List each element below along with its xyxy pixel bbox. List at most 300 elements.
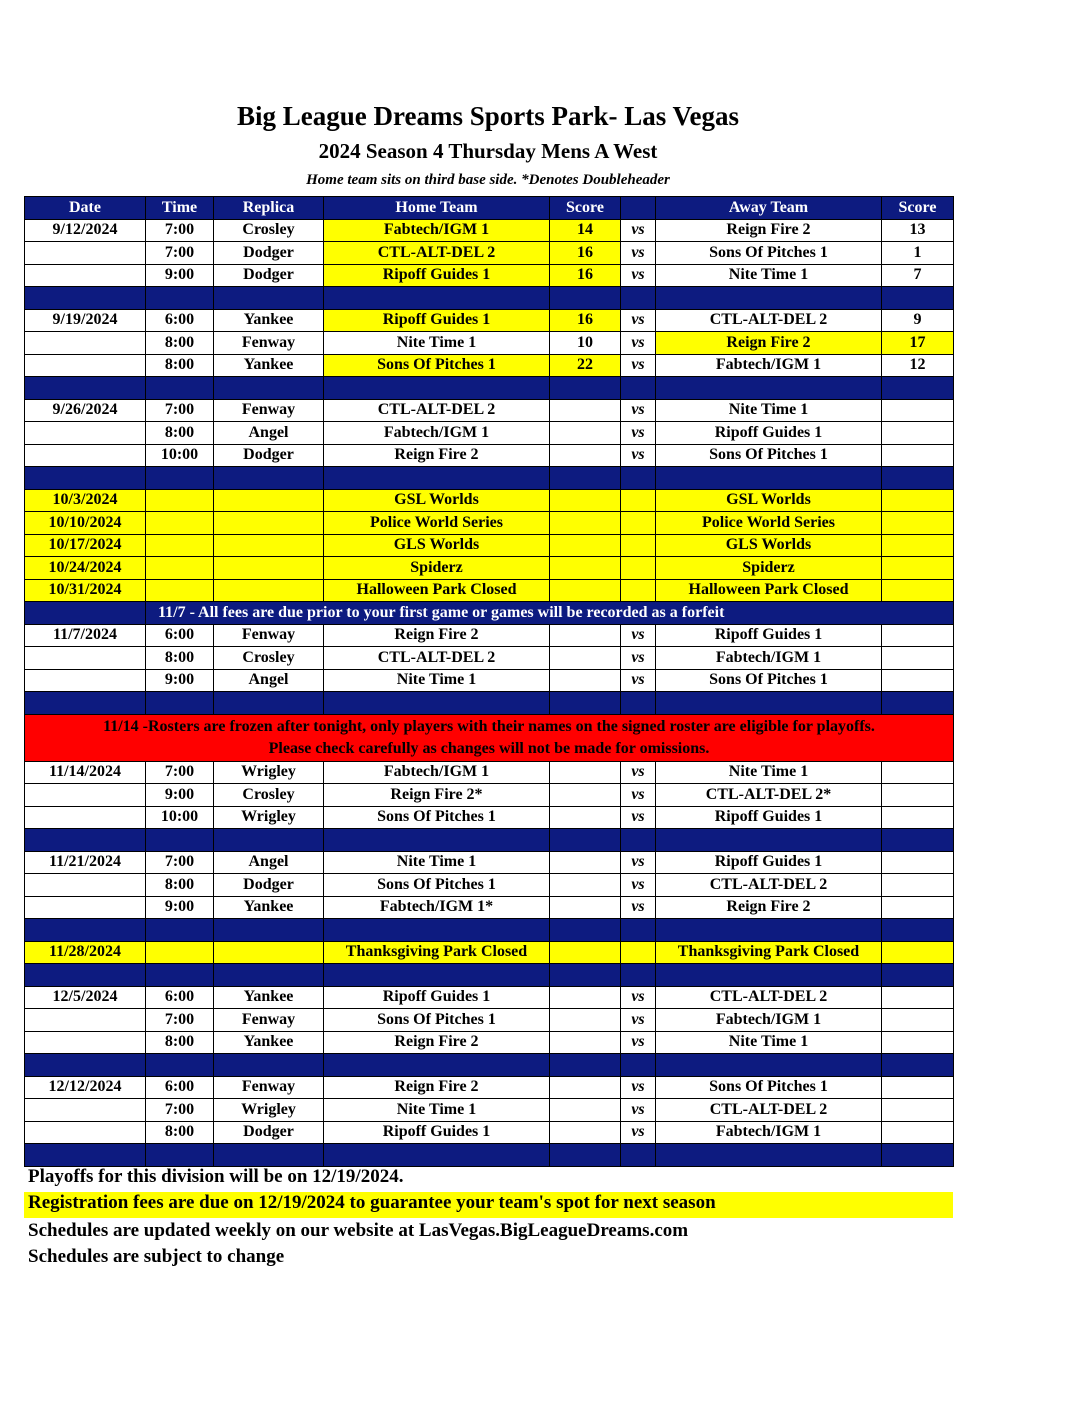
date-cell [25, 332, 146, 355]
away-team-cell: CTL-ALT-DEL 2* [656, 784, 882, 807]
home-team-cell: Reign Fire 2 [324, 624, 550, 647]
separator-cell [621, 964, 656, 987]
separator-cell [146, 829, 214, 852]
date-cell [25, 444, 146, 467]
home-team-cell: CTL-ALT-DEL 2 [324, 242, 550, 265]
time-cell: 6:00 [146, 1076, 214, 1099]
event-row [25, 534, 954, 557]
col-home-score: Score [550, 197, 621, 220]
away-team-cell: Ripoff Guides 1 [656, 851, 882, 874]
vs-cell: vs [621, 309, 656, 332]
separator-cell [550, 377, 621, 400]
page-subtitle: 2024 Season 4 Thursday Mens A West [318, 139, 658, 163]
separator-cell [214, 287, 324, 310]
separator-cell [214, 377, 324, 400]
time-cell [146, 512, 214, 535]
home-score-cell [550, 489, 621, 512]
separator-cell [550, 467, 621, 490]
game-row [25, 1031, 954, 1054]
separator-cell [146, 692, 214, 715]
home-score-cell [550, 874, 621, 897]
game-row [25, 219, 954, 242]
home-team-cell: CTL-ALT-DEL 2 [324, 647, 550, 670]
away-score-cell [882, 1009, 954, 1032]
away-team-cell: CTL-ALT-DEL 2 [656, 986, 882, 1009]
vs-cell: vs [621, 1099, 656, 1122]
game-row [25, 851, 954, 874]
vs-cell: vs [621, 986, 656, 1009]
game-row [25, 1121, 954, 1144]
replica-cell [214, 557, 324, 580]
time-cell: 8:00 [146, 647, 214, 670]
date-cell [25, 647, 146, 670]
time-cell: 8:00 [146, 354, 214, 377]
home-score-cell [550, 444, 621, 467]
separator-cell [324, 1054, 550, 1077]
time-cell: 6:00 [146, 624, 214, 647]
separator-cell [882, 287, 954, 310]
away-event-cell: Spiderz [656, 557, 882, 580]
home-score-cell [550, 761, 621, 784]
away-score-cell [882, 1031, 954, 1054]
away-score-cell: 1 [882, 242, 954, 265]
home-score-cell: 14 [550, 219, 621, 242]
away-score-cell [882, 489, 954, 512]
away-team-cell: Fabtech/IGM 1 [656, 354, 882, 377]
event-row [25, 557, 954, 580]
away-score-cell: 13 [882, 219, 954, 242]
separator-cell [25, 467, 146, 490]
date-cell: 10/10/2024 [25, 512, 146, 535]
col-away-team: Away Team [656, 197, 882, 220]
separator-row [25, 467, 954, 490]
home-score-cell [550, 851, 621, 874]
home-team-cell: Nite Time 1 [324, 669, 550, 692]
vs-cell: vs [621, 874, 656, 897]
away-team-cell: Reign Fire 2 [656, 896, 882, 919]
website-text: Schedules are updated weekly on our website at LasVegas.BigLeagueDreams.com [28, 1220, 689, 1241]
header-row [25, 197, 954, 220]
away-team-cell: Nite Time 1 [656, 1031, 882, 1054]
away-score-cell [882, 806, 954, 829]
date-cell: 10/24/2024 [25, 557, 146, 580]
home-event-cell: Police World Series [324, 512, 550, 535]
date-cell: 12/5/2024 [25, 986, 146, 1009]
home-team-cell: Ripoff Guides 1 [324, 309, 550, 332]
vs-cell: vs [621, 422, 656, 445]
date-cell: 9/12/2024 [25, 219, 146, 242]
separator-cell [656, 964, 882, 987]
separator-cell [550, 919, 621, 942]
date-cell [25, 242, 146, 265]
away-score-cell [882, 534, 954, 557]
home-team-cell: Ripoff Guides 1 [324, 264, 550, 287]
separator-cell [214, 1144, 324, 1167]
event-row [25, 489, 954, 512]
alert-line-2: Please check carefully as changes will not be made for omissions. [268, 739, 710, 757]
date-cell [25, 264, 146, 287]
time-cell: 7:00 [146, 1099, 214, 1122]
col-vs [621, 197, 656, 220]
home-team-cell: Sons Of Pitches 1 [324, 1009, 550, 1032]
separator-cell [882, 377, 954, 400]
separator-cell [146, 287, 214, 310]
separator-cell [621, 1054, 656, 1077]
separator-cell [146, 377, 214, 400]
time-cell: 7:00 [146, 851, 214, 874]
separator-row [25, 1054, 954, 1077]
separator-cell [214, 964, 324, 987]
schedule-body [25, 219, 954, 1166]
game-row [25, 264, 954, 287]
home-score-cell [550, 1031, 621, 1054]
home-team-cell: Nite Time 1 [324, 1099, 550, 1122]
vs-cell: vs [621, 669, 656, 692]
separator-cell [146, 964, 214, 987]
away-team-cell: Sons Of Pitches 1 [656, 444, 882, 467]
home-score-cell: 10 [550, 332, 621, 355]
vs-cell: vs [621, 332, 656, 355]
home-team-cell: Fabtech/IGM 1 [324, 761, 550, 784]
separator-cell [621, 692, 656, 715]
separator-cell [656, 829, 882, 852]
away-team-cell: Fabtech/IGM 1 [656, 647, 882, 670]
separator-cell [550, 829, 621, 852]
time-cell: 7:00 [146, 1009, 214, 1032]
separator-cell [621, 1144, 656, 1167]
replica-cell: Dodger [214, 874, 324, 897]
date-cell [25, 354, 146, 377]
separator-cell [324, 467, 550, 490]
separator-cell [146, 467, 214, 490]
separator-cell [656, 377, 882, 400]
away-score-cell [882, 669, 954, 692]
registration-note [24, 1192, 953, 1218]
event-row [25, 941, 954, 964]
vs-cell: vs [621, 1031, 656, 1054]
home-team-cell: Reign Fire 2 [324, 1031, 550, 1054]
time-cell: 10:00 [146, 806, 214, 829]
home-score-cell: 16 [550, 309, 621, 332]
game-row [25, 354, 954, 377]
away-team-cell: Fabtech/IGM 1 [656, 1121, 882, 1144]
date-cell: 9/19/2024 [25, 309, 146, 332]
away-score-cell [882, 399, 954, 422]
away-score-cell: 7 [882, 264, 954, 287]
vs-cell: vs [621, 806, 656, 829]
separator-row [25, 919, 954, 942]
vs-cell: vs [621, 647, 656, 670]
separator-cell [146, 1144, 214, 1167]
replica-cell [214, 941, 324, 964]
vs-cell [621, 489, 656, 512]
time-cell [146, 579, 214, 602]
home-team-cell: Sons Of Pitches 1 [324, 874, 550, 897]
away-event-cell: GSL Worlds [656, 489, 882, 512]
replica-cell: Crosley [214, 784, 324, 807]
separator-cell [621, 829, 656, 852]
date-cell [25, 422, 146, 445]
separator-cell [324, 919, 550, 942]
separator-cell [882, 467, 954, 490]
time-cell: 8:00 [146, 332, 214, 355]
replica-cell [214, 512, 324, 535]
date-cell: 10/31/2024 [25, 579, 146, 602]
separator-cell [621, 467, 656, 490]
game-row [25, 242, 954, 265]
separator-cell [550, 692, 621, 715]
col-date: Date [25, 197, 146, 220]
date-cell: 10/3/2024 [25, 489, 146, 512]
home-score-cell [550, 624, 621, 647]
time-cell [146, 557, 214, 580]
separator-cell [621, 287, 656, 310]
replica-cell: Fenway [214, 399, 324, 422]
date-cell [25, 896, 146, 919]
time-cell: 6:00 [146, 986, 214, 1009]
replica-cell: Angel [214, 422, 324, 445]
home-team-cell: Reign Fire 2* [324, 784, 550, 807]
vs-cell [621, 941, 656, 964]
away-event-cell: Thanksgiving Park Closed [656, 941, 882, 964]
replica-cell: Yankee [214, 1031, 324, 1054]
home-team-cell: Nite Time 1 [324, 851, 550, 874]
date-cell: 11/21/2024 [25, 851, 146, 874]
home-event-cell: GLS Worlds [324, 534, 550, 557]
away-team-cell: Ripoff Guides 1 [656, 806, 882, 829]
separator-cell [621, 377, 656, 400]
away-team-cell: Ripoff Guides 1 [656, 422, 882, 445]
separator-row [25, 1144, 954, 1167]
time-cell: 9:00 [146, 264, 214, 287]
separator-cell [214, 919, 324, 942]
home-team-cell: Sons Of Pitches 1 [324, 354, 550, 377]
replica-cell: Dodger [214, 242, 324, 265]
home-team-cell: Fabtech/IGM 1 [324, 422, 550, 445]
away-score-cell [882, 422, 954, 445]
separator-cell [324, 287, 550, 310]
notice-row [25, 602, 954, 625]
time-cell: 8:00 [146, 1031, 214, 1054]
away-score-cell [882, 986, 954, 1009]
time-cell: 8:00 [146, 1121, 214, 1144]
away-score-cell [882, 579, 954, 602]
subject-text: Schedules are subject to change [28, 1246, 285, 1267]
separator-cell [656, 287, 882, 310]
vs-cell: vs [621, 1009, 656, 1032]
home-team-cell: Reign Fire 2 [324, 444, 550, 467]
away-score-cell [882, 444, 954, 467]
away-score-cell [882, 896, 954, 919]
replica-cell [214, 534, 324, 557]
separator-row [25, 287, 954, 310]
away-score-cell: 17 [882, 332, 954, 355]
vs-cell: vs [621, 1121, 656, 1144]
home-score-cell [550, 1099, 621, 1122]
home-score-cell [550, 1076, 621, 1099]
event-row [25, 579, 954, 602]
separator-cell [214, 692, 324, 715]
home-event-cell: Thanksgiving Park Closed [324, 941, 550, 964]
home-score-cell [550, 399, 621, 422]
game-row [25, 1076, 954, 1099]
replica-cell: Yankee [214, 896, 324, 919]
vs-cell: vs [621, 851, 656, 874]
replica-cell: Angel [214, 851, 324, 874]
vs-cell [621, 579, 656, 602]
away-score-cell [882, 784, 954, 807]
game-row [25, 647, 954, 670]
separator-cell [882, 1054, 954, 1077]
date-cell: 11/14/2024 [25, 761, 146, 784]
time-cell [146, 941, 214, 964]
separator-cell [550, 1054, 621, 1077]
home-team-cell: Fabtech/IGM 1* [324, 896, 550, 919]
separator-cell [324, 1144, 550, 1167]
separator-cell [656, 919, 882, 942]
vs-cell [621, 557, 656, 580]
replica-cell: Yankee [214, 354, 324, 377]
away-team-cell: Nite Time 1 [656, 761, 882, 784]
separator-cell [324, 829, 550, 852]
date-cell [25, 1121, 146, 1144]
away-team-cell: Sons Of Pitches 1 [656, 242, 882, 265]
game-row [25, 624, 954, 647]
home-score-cell [550, 422, 621, 445]
home-score-cell [550, 941, 621, 964]
separator-cell [146, 1054, 214, 1077]
replica-cell: Dodger [214, 1121, 324, 1144]
date-cell [25, 874, 146, 897]
separator-cell [621, 919, 656, 942]
registration-text: Registration fees are due on 12/19/2024 to guarantee your team's spot for next season [28, 1192, 716, 1213]
time-cell: 8:00 [146, 874, 214, 897]
separator-cell [882, 1144, 954, 1167]
separator-cell [25, 919, 146, 942]
event-row [25, 512, 954, 535]
replica-cell: Wrigley [214, 1099, 324, 1122]
game-row [25, 761, 954, 784]
home-team-cell: Sons Of Pitches 1 [324, 806, 550, 829]
separator-cell [882, 964, 954, 987]
away-team-cell: Ripoff Guides 1 [656, 624, 882, 647]
playoffs-note [24, 1166, 953, 1188]
away-team-cell: Nite Time 1 [656, 264, 882, 287]
away-score-cell [882, 1121, 954, 1144]
date-cell [25, 669, 146, 692]
time-cell: 9:00 [146, 784, 214, 807]
home-score-cell: 22 [550, 354, 621, 377]
separator-cell [25, 964, 146, 987]
separator-row [25, 829, 954, 852]
away-team-cell: CTL-ALT-DEL 2 [656, 309, 882, 332]
time-cell: 7:00 [146, 242, 214, 265]
col-time: Time [146, 197, 214, 220]
away-team-cell: Sons Of Pitches 1 [656, 669, 882, 692]
time-cell [146, 489, 214, 512]
away-team-cell: CTL-ALT-DEL 2 [656, 874, 882, 897]
separator-row [25, 964, 954, 987]
time-cell: 8:00 [146, 422, 214, 445]
separator-cell [25, 287, 146, 310]
replica-cell: Fenway [214, 332, 324, 355]
game-row [25, 874, 954, 897]
time-cell: 9:00 [146, 896, 214, 919]
game-row [25, 1099, 954, 1122]
home-score-cell [550, 1121, 621, 1144]
away-event-cell: GLS Worlds [656, 534, 882, 557]
game-row [25, 332, 954, 355]
home-score-cell [550, 579, 621, 602]
game-row [25, 399, 954, 422]
time-cell [146, 534, 214, 557]
date-cell: 12/12/2024 [25, 1076, 146, 1099]
vs-cell: vs [621, 761, 656, 784]
replica-cell: Yankee [214, 309, 324, 332]
game-row [25, 669, 954, 692]
vs-cell: vs [621, 444, 656, 467]
away-score-cell [882, 1099, 954, 1122]
replica-cell: Fenway [214, 1009, 324, 1032]
game-row [25, 1009, 954, 1032]
replica-cell: Crosley [214, 647, 324, 670]
separator-cell [25, 1054, 146, 1077]
away-score-cell [882, 761, 954, 784]
home-score-cell: 16 [550, 264, 621, 287]
vs-cell: vs [621, 219, 656, 242]
replica-cell: Wrigley [214, 761, 324, 784]
away-score-cell [882, 557, 954, 580]
game-row [25, 784, 954, 807]
home-score-cell [550, 1009, 621, 1032]
replica-cell: Dodger [214, 264, 324, 287]
date-cell [25, 806, 146, 829]
replica-cell: Wrigley [214, 806, 324, 829]
separator-cell [214, 467, 324, 490]
separator-cell [550, 964, 621, 987]
away-score-cell [882, 941, 954, 964]
alert-line-1: 11/14 -Rosters are frozen after tonight, only players with their names on the signed roster are eligible for playoffs. [103, 717, 875, 735]
away-score-cell [882, 647, 954, 670]
game-row [25, 309, 954, 332]
separator-cell [882, 692, 954, 715]
vs-cell: vs [621, 896, 656, 919]
home-score-cell [550, 512, 621, 535]
separator-cell [324, 377, 550, 400]
away-score-cell: 12 [882, 354, 954, 377]
away-team-cell: Sons Of Pitches 1 [656, 1076, 882, 1099]
time-cell: 6:00 [146, 309, 214, 332]
separator-cell [25, 1144, 146, 1167]
vs-cell: vs [621, 1076, 656, 1099]
home-score-cell [550, 896, 621, 919]
page-title: Big League Dreams Sports Park- Las Vegas [236, 101, 740, 131]
time-cell: 7:00 [146, 399, 214, 422]
vs-cell: vs [621, 784, 656, 807]
home-event-cell: Spiderz [324, 557, 550, 580]
away-team-cell: Reign Fire 2 [656, 332, 882, 355]
col-home-team: Home Team [324, 197, 550, 220]
separator-cell [324, 964, 550, 987]
game-row [25, 806, 954, 829]
home-score-cell [550, 647, 621, 670]
away-score-cell [882, 851, 954, 874]
home-team-cell: Fabtech/IGM 1 [324, 219, 550, 242]
separator-cell [656, 467, 882, 490]
home-score-cell [550, 557, 621, 580]
separator-cell [656, 1054, 882, 1077]
replica-cell [214, 579, 324, 602]
